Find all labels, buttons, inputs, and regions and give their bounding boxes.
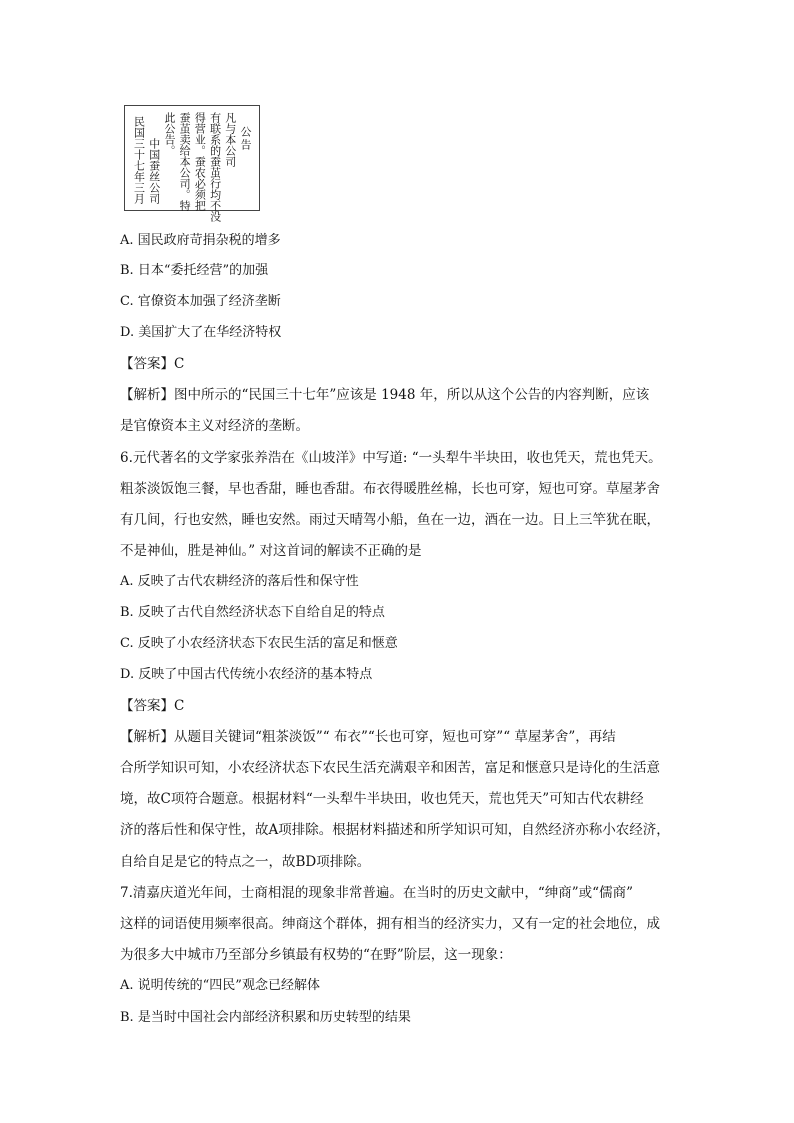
q6-analysis-line: 境，故C项符合题意。根据材料“一头犁牛半块田，收也凭天，荒也凭天”可知古代农耕经 — [120, 791, 644, 807]
notice-body-line: 得营业。蚕农必须把 — [193, 112, 207, 211]
q6-analysis-line: 济的落后性和保守性，故A项排除。根据材料描述和所学知识可知，自然经济亦称小农经济， — [120, 822, 670, 838]
q5-option-b: B. 日本“委托经营”的加强 — [120, 263, 269, 278]
q5-analysis-line: 【解析】图中所示的“民国三十七年”应该是 1948 年，所以从这个公告的内容判断，应该 — [120, 387, 650, 403]
q6-option-a: A. 反映了古代农耕经济的落后性和保守性 — [120, 574, 359, 589]
notice-date: 民国三十七年三月 — [132, 116, 146, 204]
q6-stem-line: 粗茶淡饭饱三餐，早也香甜，睡也香甜。布衣得暖胜丝棉，长也可穿，短也可穿。草屋茅舍 — [120, 481, 660, 497]
q6-stem-line: 6.元代著名的文学家张养浩在《山坡洋》中写道: “一头犁牛半块田，收也凭天，荒也凭天。 — [120, 450, 662, 466]
q7-option-b: B. 是当时中国社会内部经济积累和历史转型的结果 — [120, 1010, 411, 1025]
notice-title: 公告 — [238, 126, 252, 152]
q6-stem-line: 有几间，行也安然，睡也安然。雨过天晴驾小船，鱼在一边，酒在一边。日上三竿犹在眠， — [120, 512, 660, 528]
q7-stem-line: 为很多大中城市乃至部分乡镇最有权势的“在野”阶层，这一现象： — [120, 947, 512, 963]
q7-option-a: A. 说明传统的“四民”观念已经解体 — [120, 978, 320, 993]
q5-option-c: C. 官僚资本加强了经济垄断 — [120, 294, 281, 309]
notice-body-line: 蚕茧卖给本公司。特 — [178, 112, 192, 211]
q6-analysis-line: 【解析】从题目关键词“粗茶淡饭”“ 布衣”“长也可穿，短也可穿”“ 草屋茅舍”，再结 — [120, 729, 616, 745]
notice-body-line: 此公告。 — [162, 112, 176, 156]
q5-analysis-line: 是官僚资本主义对经济的垄断。 — [120, 418, 309, 434]
q5-option-d: D. 美国扩大了在华经济特权 — [120, 325, 282, 340]
notice-body-line: 有联系的蚕茧行均不没 — [208, 112, 222, 222]
q6-analysis-line: 自给自足是它的特点之一，故BD项排除。 — [120, 854, 371, 870]
notice-image — [124, 105, 260, 222]
q5-answer: 【答案】C — [120, 356, 185, 372]
notice-signature: 中国蚕丝公司 — [147, 138, 161, 204]
q5-option-a: A. 国民政府苛捐杂税的增多 — [120, 233, 281, 248]
q6-analysis-line: 合所学知识可知，小农经济状态下农民生活充满艰辛和困苦，富足和惬意只是诗化的生活意 — [120, 760, 660, 776]
q7-stem-line: 7.清嘉庆道光年间，士商相混的现象非常普遍。在当时的历史文献中，“绅商”或“儒商” — [120, 885, 633, 901]
q7-stem-line: 这样的词语使用频率很高。绅商这个群体，拥有相当的经济实力，又有一定的社会地位，成 — [120, 916, 660, 932]
q6-option-c: C. 反映了小农经济状态下农民生活的富足和惬意 — [120, 636, 398, 651]
q6-option-b: B. 反映了古代自然经济状态下自给自足的特点 — [120, 605, 385, 620]
q6-option-d: D. 反映了中国古代传统小农经济的基本特点 — [120, 667, 373, 682]
q6-stem-line: 不是神仙，胜是神仙。” 对这首词的解读不正确的是 — [120, 543, 422, 559]
q6-answer: 【答案】C — [120, 698, 185, 714]
notice-body-line: 凡与本公司 — [223, 112, 237, 167]
